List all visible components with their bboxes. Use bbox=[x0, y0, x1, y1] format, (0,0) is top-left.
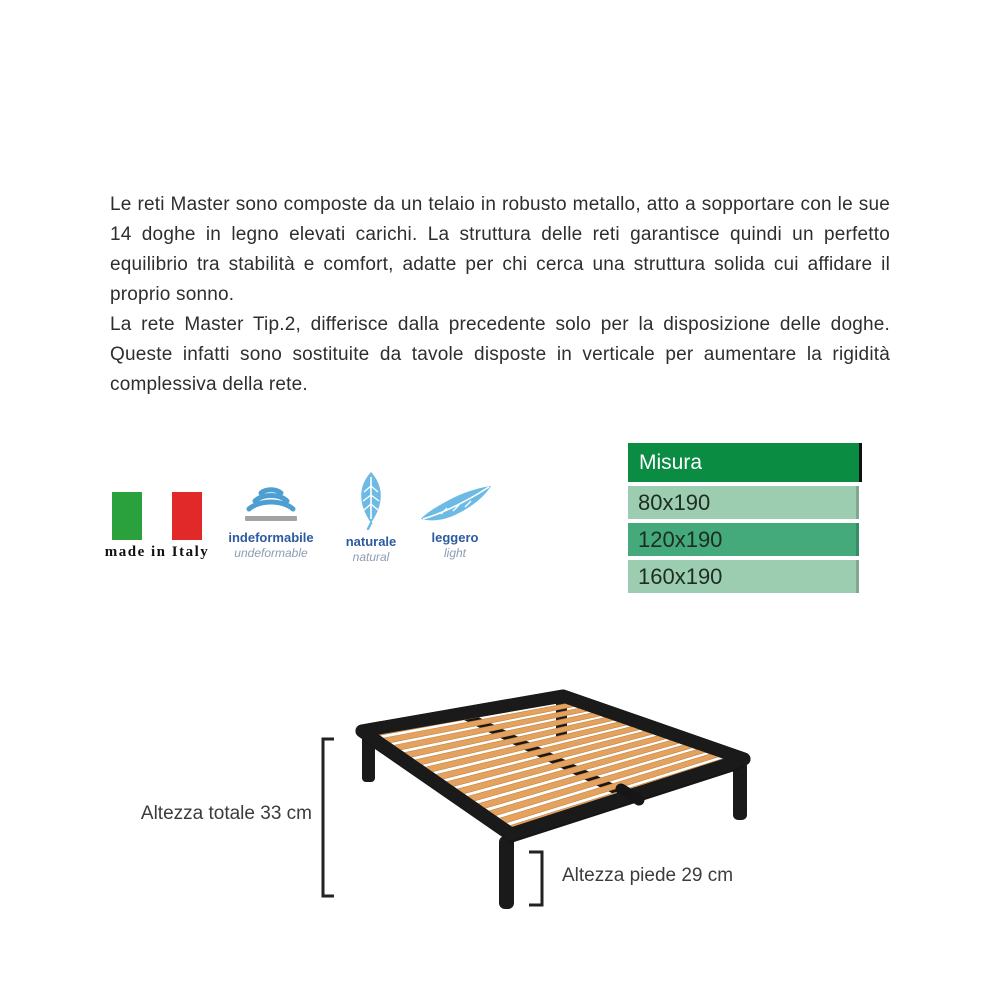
indeformabile-label: indeformabile bbox=[228, 530, 314, 545]
leggero-feature bbox=[405, 481, 505, 560]
leg-height-label: Altezza piede 29 cm bbox=[562, 865, 734, 886]
made-in-italy-label: made in Italy bbox=[104, 544, 210, 560]
springs-icon bbox=[221, 480, 321, 526]
natural-label: natural bbox=[352, 550, 390, 564]
size-row-120x190: 120x190 bbox=[628, 523, 859, 556]
description-paragraph-2: La rete Master Tip.2, differisce dalla precedente solo per la disposizione delle doghe. Queste infatti sono sostituite da tavole disposte in verticale per aumentare la rigidità complessiva della rete. bbox=[110, 314, 890, 395]
italian-flag-icon bbox=[104, 492, 210, 540]
leg-height-bracket bbox=[529, 852, 542, 905]
made-in-italy-badge bbox=[104, 492, 210, 561]
description-paragraph-1: Le reti Master sono composte da un telaio in robusto metallo, atto a sopportare con le sue 14 doghe in legno elevati carichi. La struttura delle reti garantisce quindi un perfetto equilibrio tra stabilità e comfort, adatte per chi cerca una struttura solida cui affidare il proprio sonno. bbox=[110, 194, 890, 305]
size-table-header: Misura bbox=[628, 443, 862, 482]
feather-icon bbox=[405, 481, 505, 526]
light-label: light bbox=[443, 546, 466, 560]
size-row-80x190: 80x190 bbox=[628, 486, 859, 519]
naturale-label: naturale bbox=[345, 534, 397, 549]
indeformabile-feature bbox=[221, 480, 321, 560]
product-description bbox=[110, 190, 890, 400]
flag-red-band bbox=[172, 492, 202, 540]
leggero-label: leggero bbox=[431, 530, 479, 545]
undeformable-label: undeformable bbox=[234, 546, 308, 560]
total-height-label: Altezza totale 33 cm bbox=[140, 803, 312, 824]
bed-frame-image bbox=[300, 650, 820, 930]
flag-green-band bbox=[112, 492, 142, 540]
size-row-160x190: 160x190 bbox=[628, 560, 859, 593]
size-table bbox=[628, 443, 862, 593]
total-height-bracket bbox=[323, 739, 334, 896]
